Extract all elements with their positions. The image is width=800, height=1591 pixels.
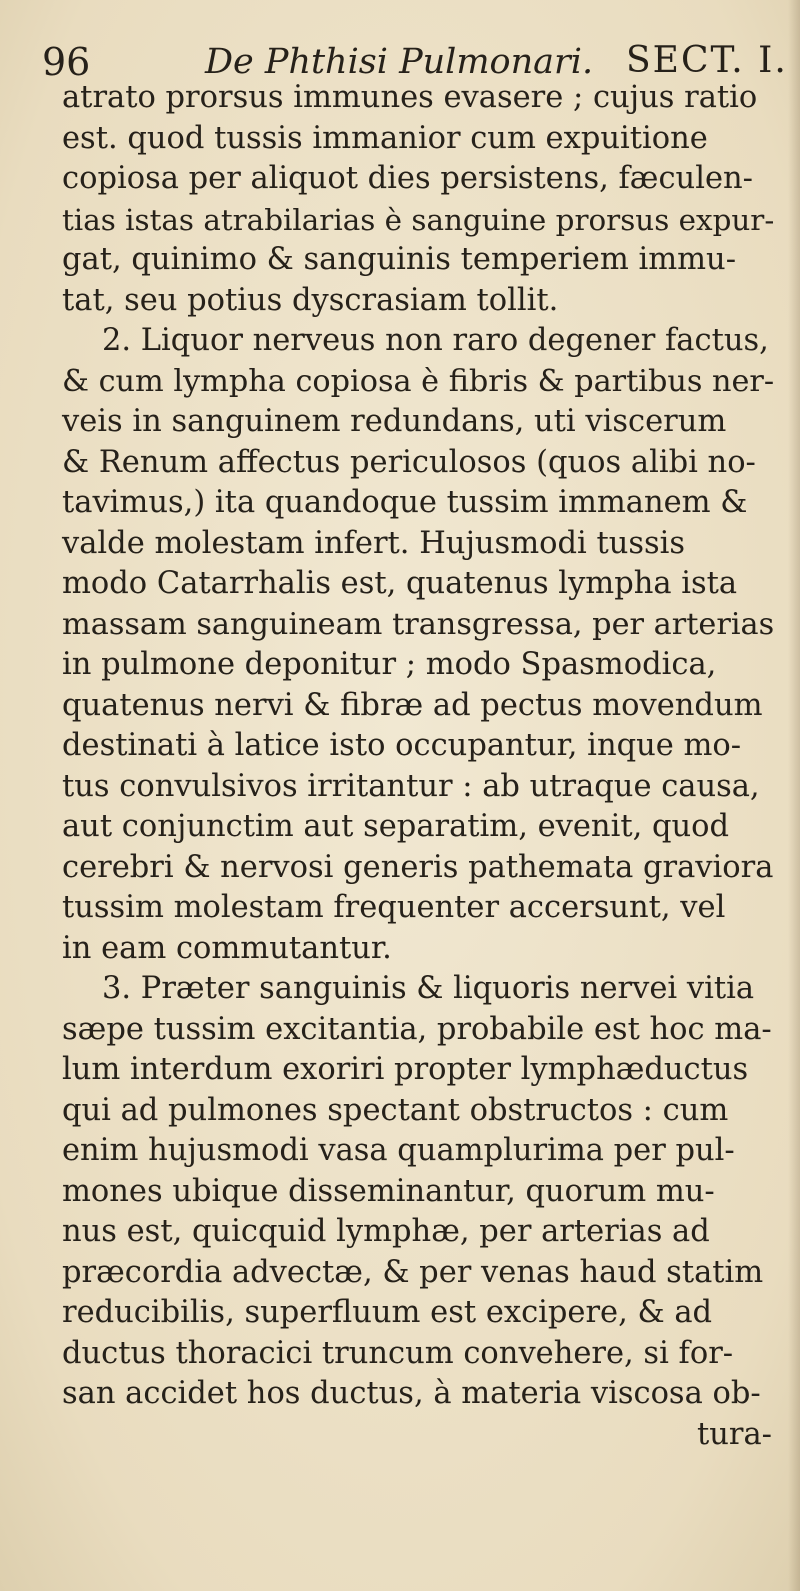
text-line: tus convulsivos irritantur : ab utraque causa, [62, 768, 760, 804]
text-line: san accidet hos ductus, à materia viscosa ob- [62, 1376, 761, 1411]
text-line: nus est, quicquid lymphæ, per arterias ad [62, 1214, 710, 1249]
catchword: tura- [697, 1416, 772, 1452]
text-line: sæpe tussim excitantia, probabile est hoc ma- [62, 1011, 772, 1047]
text-line: veis in sanguinem redundans, uti viscerum [62, 404, 727, 439]
text-line: enim hujusmodi vasa quamplurima per pul- [62, 1133, 735, 1168]
text-body [62, 78, 778, 1455]
text-line: modo Catarrhalis est, quatenus lympha ista [62, 566, 738, 601]
text-line: atrato prorsus immunes evasere ; cujus ratio [62, 80, 758, 115]
page-edge-shadow [788, 0, 800, 1591]
text-line: tavimus,) ita quandoque tussim immanem & [62, 485, 748, 520]
text-line: & cum lympha copiosa è fibris & partibus ner- [62, 363, 775, 399]
text-line: massam sanguineam transgressa, per arterias [62, 606, 775, 642]
text-line: quatenus nervi & fibræ ad pectus movendum [62, 687, 763, 723]
paragraph-start-line: 3. Præter sanguinis & liquoris nervei vitia [102, 971, 755, 1006]
text-line: cerebri & nervosi generis pathemata graviora [62, 849, 774, 885]
text-line: reducibilis, superfluum est excipere, & ad [62, 1295, 713, 1330]
text-line: tat, seu potius dyscrasiam tollit. [62, 282, 559, 318]
text-line: in eam commutantur. [62, 930, 392, 966]
text-line: copiosa per aliquot dies persistens, fæculen- [62, 161, 753, 196]
text-line: tussim molestam frequenter accersunt, vel [62, 890, 726, 925]
text-line: tias istas atrabilarias è sanguine prorsus expur- [62, 202, 775, 237]
text-line: præcordia advectæ, & per venas haud statim [62, 1254, 764, 1290]
text-line: qui ad pulmones spectant obstructos : cum [62, 1092, 729, 1128]
text-line: destinati à latice isto occupantur, inque mo- [62, 728, 742, 763]
text-line: est. quod tussis immanior cum expuitione [62, 120, 708, 156]
text-line: valde molestam infert. Hujusmodi tussis [62, 525, 686, 561]
text-line: ductus thoracici truncum convehere, si for- [62, 1335, 734, 1371]
text-line: mones ubique disseminantur, quorum mu- [62, 1173, 715, 1209]
section-label: SECT. I. [626, 40, 788, 81]
text-line: lum interdum exoriri propter lymphæductus [62, 1052, 749, 1087]
text-line: & Renum affectus periculosos (quos alibi no- [62, 444, 756, 480]
text-line: in pulmone deponitur ; modo Spasmodica, [62, 647, 717, 682]
text-line: gat, quinimo & sanguinis temperiem immu- [62, 242, 736, 277]
page-number: 96 [42, 40, 91, 84]
text-line: aut conjunctim aut separatim, evenit, quod [62, 809, 730, 844]
running-title: De Phthisi Pulmonari. [205, 42, 594, 82]
paragraph-start-line: 2. Liquor nerveus non raro degener factus, [102, 323, 769, 358]
